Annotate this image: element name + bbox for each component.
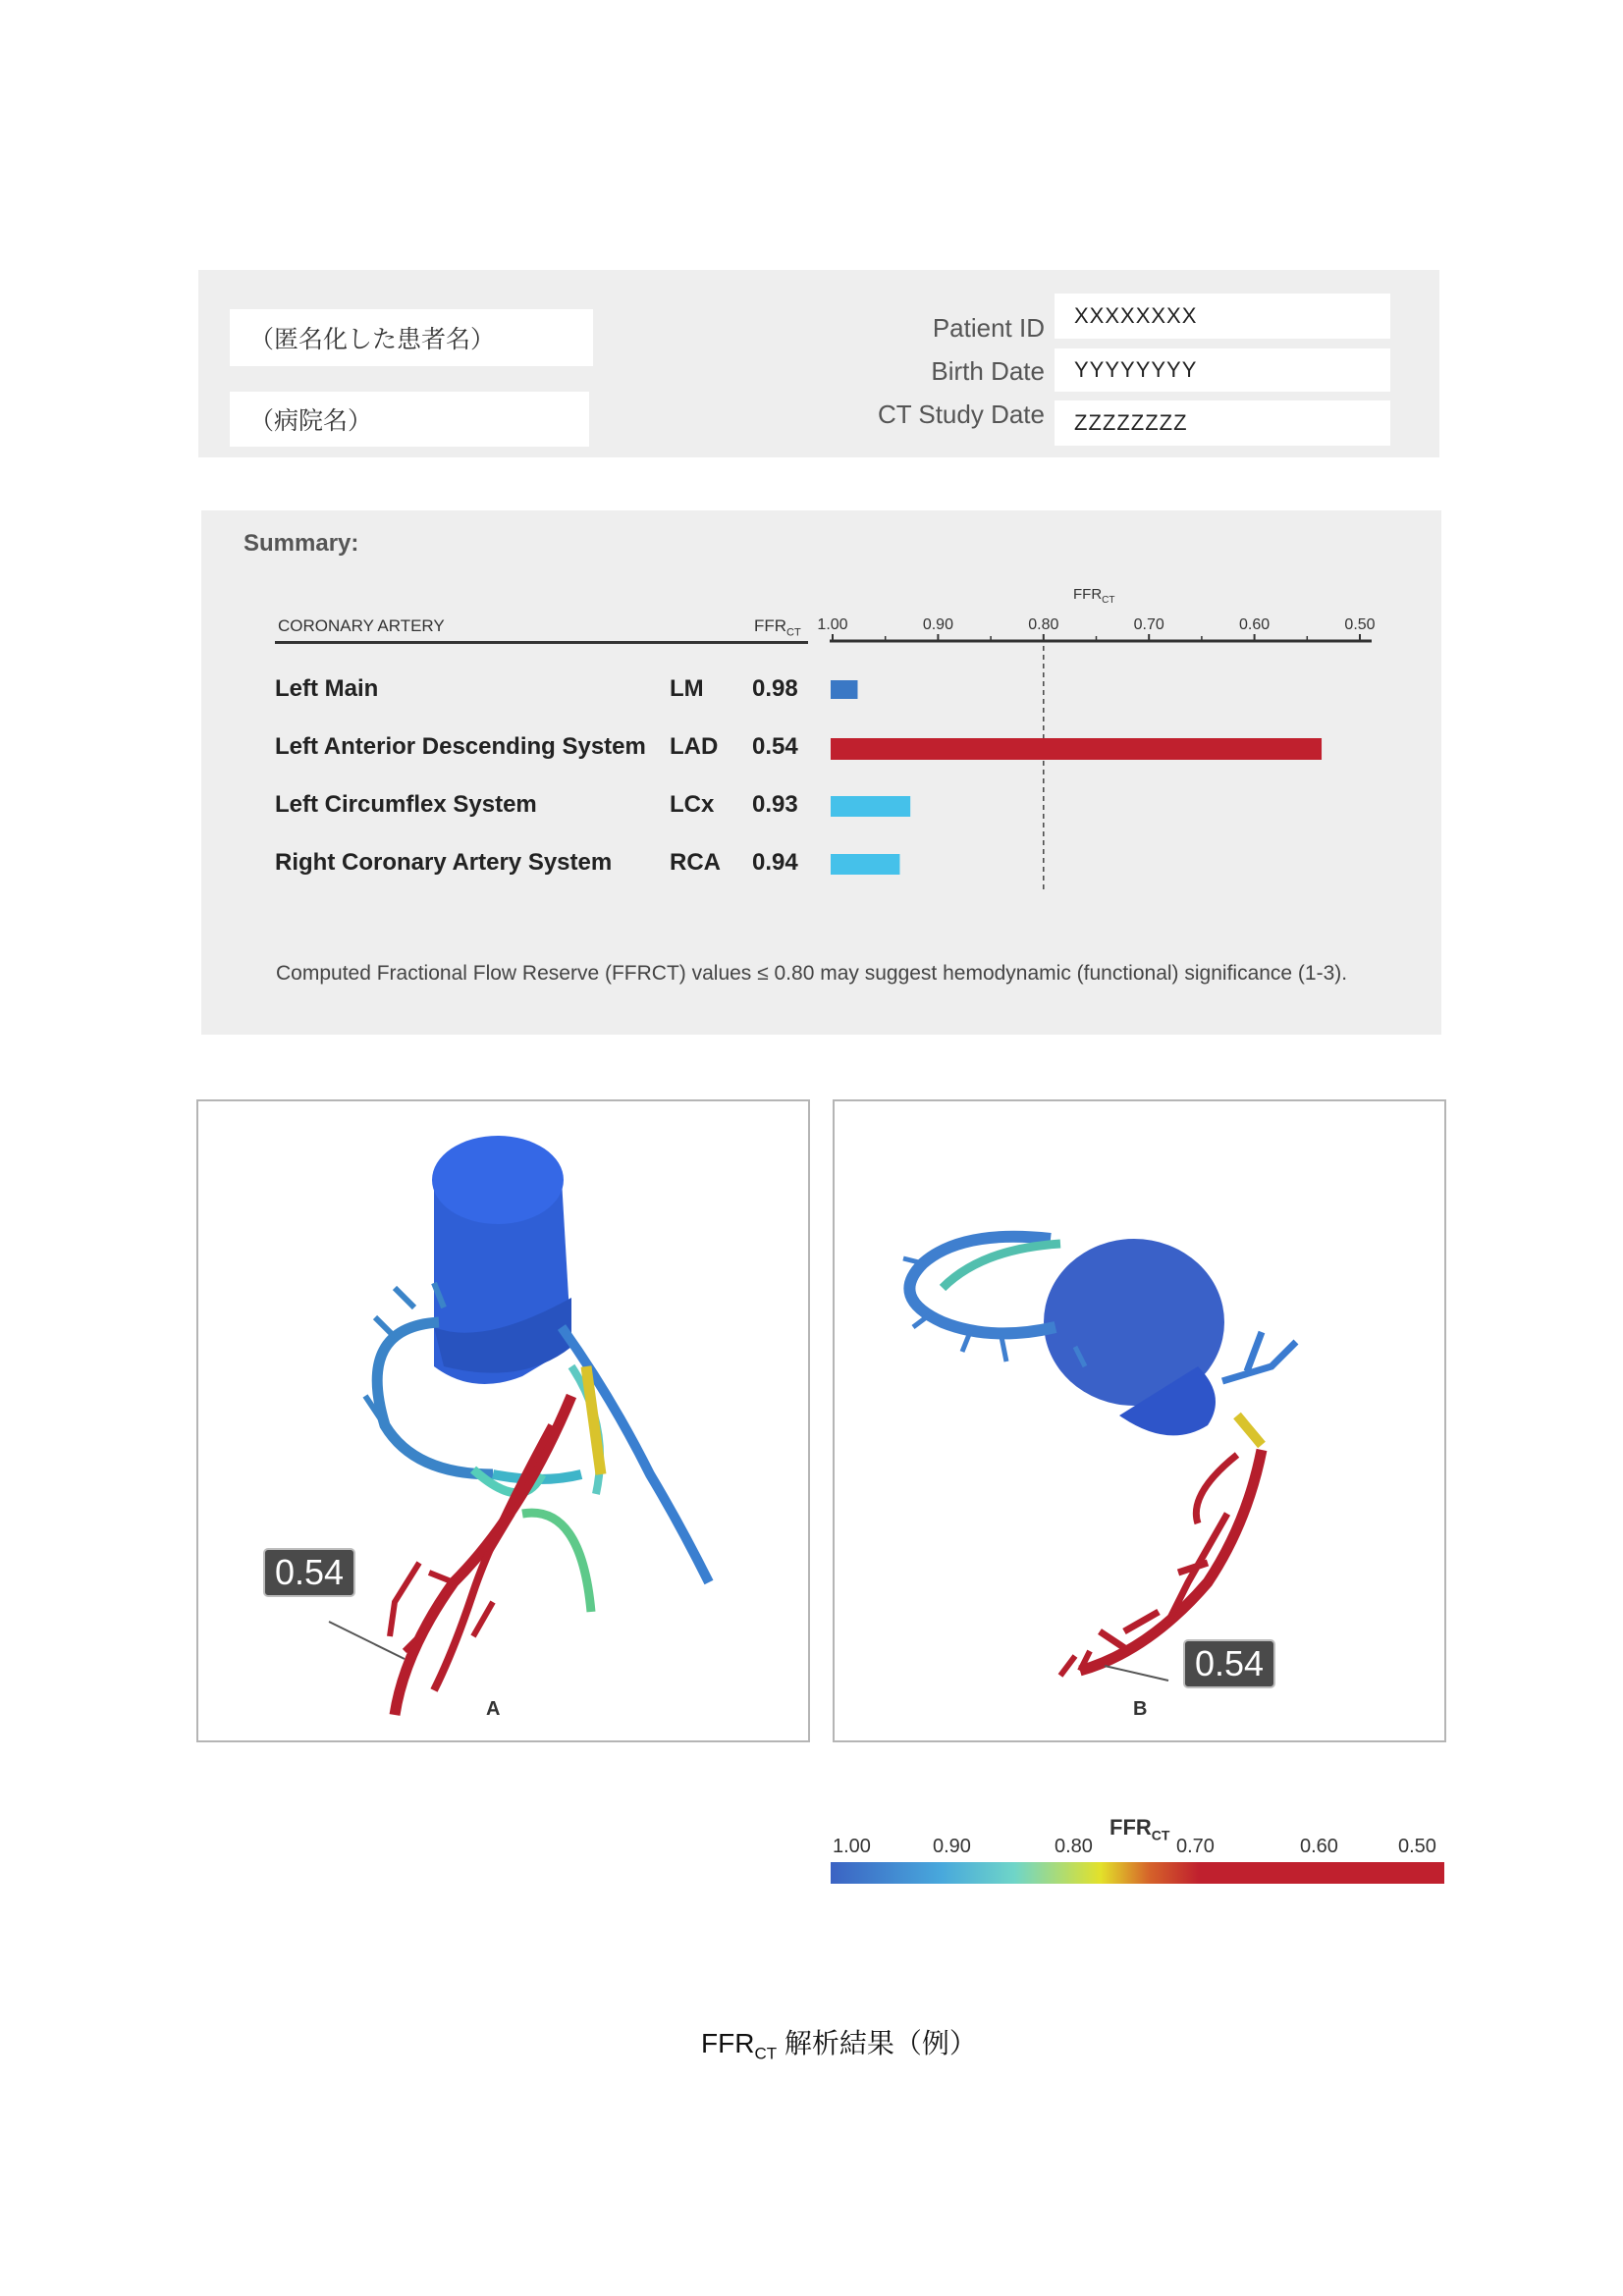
- bar-lcx: [831, 796, 910, 817]
- row-name-rca: Right Coronary Artery System: [275, 849, 613, 876]
- bar-axis-tick-label: 0.90: [922, 616, 953, 633]
- row-name-lad: Left Anterior Descending System: [275, 733, 646, 760]
- patient-name-field: [230, 309, 593, 366]
- hospital-name-field: [230, 392, 589, 447]
- bar-axis-tick-label: 0.70: [1133, 616, 1164, 633]
- bar-axis-tick-label: 0.50: [1344, 616, 1376, 633]
- panel-a-callout: 0.54: [263, 1548, 355, 1597]
- bar-axis-title-sub: CT: [1102, 595, 1115, 606]
- summary-title: Summary:: [243, 530, 359, 557]
- legend-tick-060: 0.60: [1300, 1836, 1338, 1857]
- bar-rca: [831, 854, 899, 875]
- row-abbr-lm: LM: [670, 675, 704, 702]
- bar-axis-title-text: FFR: [1073, 586, 1103, 603]
- legend-gradient-bar: [831, 1862, 1444, 1884]
- bar-axis-tick-label: 0.80: [1028, 616, 1059, 633]
- patient-header-panel: [198, 270, 1439, 457]
- birth-date-value: YYYYYYYY: [1074, 357, 1198, 382]
- bar-lad: [831, 738, 1322, 760]
- row-value-rca: 0.94: [752, 849, 798, 876]
- row-abbr-lcx: LCx: [670, 791, 715, 818]
- artery-model-panel-b: [833, 1099, 1446, 1742]
- figure-caption: [701, 2022, 977, 2064]
- summary-note: Computed Fractional Flow Reserve (FFRCT) values ≤ 0.80 may suggest hemodynamic (functional) significance (1-3).: [276, 962, 1348, 985]
- legend-title-sub: CT: [1151, 1827, 1170, 1843]
- birth-date-field: [1055, 348, 1390, 392]
- row-name-lcx: Left Circumflex System: [275, 791, 537, 818]
- column-header-ffr-text: FFR: [754, 616, 787, 635]
- column-header-artery: CORONARY ARTERY: [278, 616, 445, 635]
- row-value-lcx: 0.93: [752, 791, 798, 818]
- bar-lm: [831, 680, 857, 699]
- ct-study-date-field: [1055, 400, 1390, 446]
- patient-id-value: XXXXXXXX: [1074, 303, 1198, 328]
- birth-date-label: Birth Date: [931, 356, 1045, 386]
- legend-tick-070: 0.70: [1176, 1836, 1215, 1857]
- row-abbr-lad: LAD: [670, 733, 719, 760]
- bar-axis-tick-label: 1.00: [817, 616, 848, 633]
- legend-tick-090: 0.90: [933, 1836, 971, 1857]
- patient-id-field: [1055, 294, 1390, 339]
- row-value-lm: 0.98: [752, 675, 798, 702]
- artery-model-image-a: [198, 1101, 808, 1740]
- ffr-color-legend: [831, 1815, 1444, 1884]
- legend-title: [1109, 1815, 1169, 1842]
- caption-sub: CT: [754, 2044, 778, 2063]
- panel-b-letter: B: [1133, 1698, 1148, 1720]
- column-header-ffr-sub: CT: [786, 626, 801, 639]
- artery-model-panel-a: [196, 1099, 810, 1742]
- legend-tick-050: 0.50: [1398, 1836, 1436, 1857]
- ct-study-date-value: ZZZZZZZZ: [1074, 410, 1188, 435]
- panel-b-callout: 0.54: [1183, 1639, 1275, 1688]
- summary-panel: [201, 510, 1441, 1035]
- legend-tick-100: 1.00: [833, 1836, 871, 1857]
- ct-study-date-label: CT Study Date: [877, 400, 1045, 429]
- row-name-lm: Left Main: [275, 675, 379, 702]
- legend-tick-080: 0.80: [1055, 1836, 1093, 1857]
- ffr-bar-chart: [201, 510, 1441, 1035]
- caption-main: FFR: [701, 2028, 755, 2058]
- patient-id-label: Patient ID: [932, 313, 1045, 343]
- legend-title-text: FFR: [1109, 1815, 1152, 1840]
- caption-rest: 解析結果（例）: [777, 2028, 977, 2058]
- row-abbr-rca: RCA: [670, 849, 721, 876]
- row-value-lad: 0.54: [752, 733, 798, 760]
- patient-name-text: （匿名化した患者名）: [249, 326, 496, 353]
- bar-axis-tick-label: 0.60: [1239, 616, 1271, 633]
- hospital-name-text: （病院名）: [249, 407, 373, 435]
- artery-model-image-b: [835, 1101, 1444, 1740]
- panel-a-letter: A: [486, 1698, 501, 1720]
